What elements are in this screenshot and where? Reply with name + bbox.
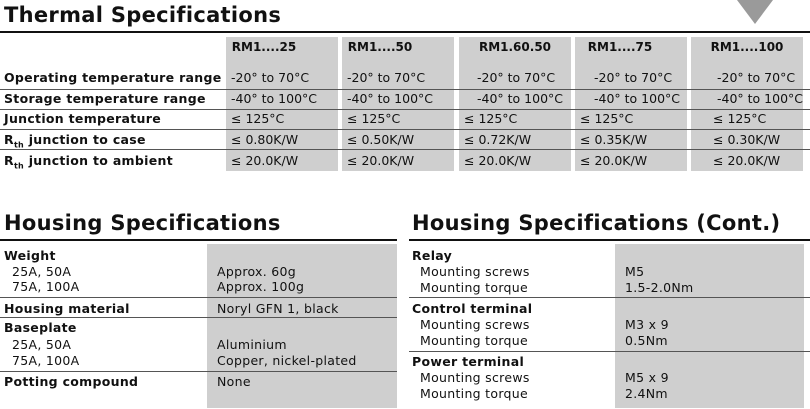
cell-value: ≤ 125°C	[580, 111, 634, 126]
triangle-marker-icon	[735, 0, 775, 26]
housing-title-rule	[0, 239, 397, 241]
weight-sub-1: 25A, 50A	[12, 264, 72, 279]
control-sub-1: Mounting screws	[420, 317, 530, 332]
weight-label: Weight	[4, 248, 56, 263]
cell-value: ≤ 20.0K/W	[713, 153, 781, 168]
thermal-title-rule	[0, 31, 810, 33]
relay-label: Relay	[412, 248, 453, 263]
col-header-3: RM1.60.50	[478, 40, 552, 54]
potting-label: Potting compound	[4, 374, 139, 389]
cell-value: -20° to 70°C	[231, 70, 310, 85]
cell-value: -20° to 70°C	[594, 70, 673, 85]
baseplate-val-1: Aluminium	[217, 337, 287, 352]
control-val-1: M3 x 9	[625, 317, 669, 332]
baseplate-sub-1: 25A, 50A	[12, 337, 72, 352]
cell-value: -40° to 100°C	[594, 91, 680, 106]
cell-value: ≤ 20.0K/W	[464, 153, 532, 168]
cell-value: ≤ 20.0K/W	[580, 153, 648, 168]
cell-value: ≤ 0.72K/W	[464, 132, 532, 147]
col-header-5: RM1....100	[710, 40, 784, 54]
power-sub-2: Mounting torque	[420, 386, 528, 401]
baseplate-sub-2: 75A, 100A	[12, 353, 80, 368]
cell-value: -40° to 100°C	[477, 91, 563, 106]
row-label-rth-ambient: $R_{th}$ junction to ambient	[4, 153, 173, 171]
potting-val: None	[217, 374, 251, 389]
cell-value: ≤ 125°C	[231, 111, 285, 126]
cell-value: -20° to 70°C	[477, 70, 556, 85]
cell-value: ≤ 20.0K/W	[231, 153, 299, 168]
col-header-4: RM1....75	[587, 40, 653, 54]
row-label-operating: Operating temperature range	[4, 70, 222, 85]
row-sep	[0, 297, 397, 298]
housing-cont-title-rule	[409, 239, 810, 241]
cell-value: ≤ 0.80K/W	[231, 132, 299, 147]
cell-value: -20° to 70°C	[347, 70, 426, 85]
baseplate-val-2: Copper, nickel-plated	[217, 353, 357, 368]
baseplate-label: Baseplate	[4, 320, 77, 335]
row-sep	[0, 371, 397, 372]
row-sep	[0, 317, 397, 318]
cell-value: ≤ 0.35K/W	[580, 132, 648, 147]
material-label: Housing material	[4, 301, 130, 316]
weight-val-2: Approx. 100g	[217, 279, 305, 294]
cell-value: ≤ 0.30K/W	[713, 132, 781, 147]
relay-sub-2: Mounting torque	[420, 280, 528, 295]
cell-value: ≤ 20.0K/W	[347, 153, 415, 168]
cell-value: ≤ 0.50K/W	[347, 132, 415, 147]
power-val-2: 2.4Nm	[625, 386, 668, 401]
relay-val-2: 1.5-2.0Nm	[625, 280, 694, 295]
cell-value: -20° to 70°C	[717, 70, 796, 85]
col-header-1: RM1....25	[231, 40, 297, 54]
cell-value: -40° to 100°C	[717, 91, 803, 106]
weight-sub-2: 75A, 100A	[12, 279, 80, 294]
housing-title: Housing Specifications	[4, 211, 281, 235]
power-sub-1: Mounting screws	[420, 370, 530, 385]
row-label-rth-case: $R_{th}$ junction to case	[4, 132, 146, 150]
row-sep	[409, 297, 810, 298]
cell-value: ≤ 125°C	[464, 111, 518, 126]
col-header-2: RM1....50	[347, 40, 413, 54]
row-label-storage: Storage temperature range	[4, 91, 206, 106]
cell-value: ≤ 125°C	[347, 111, 401, 126]
row-sep	[409, 351, 810, 352]
relay-sub-1: Mounting screws	[420, 264, 530, 279]
relay-val-1: M5	[625, 264, 645, 279]
control-sub-2: Mounting torque	[420, 333, 528, 348]
weight-val-1: Approx. 60g	[217, 264, 297, 279]
cell-value: -40° to 100°C	[231, 91, 317, 106]
cell-value: ≤ 125°C	[713, 111, 767, 126]
control-label: Control terminal	[412, 301, 533, 316]
housing-cont-title: Housing Specifications (Cont.)	[412, 211, 781, 235]
thermal-title: Thermal Specifications	[4, 3, 282, 27]
row-sep	[0, 129, 810, 130]
control-val-2: 0.5Nm	[625, 333, 668, 348]
material-val: Noryl GFN 1, black	[217, 301, 339, 316]
cell-value: -40° to 100°C	[347, 91, 433, 106]
power-label: Power terminal	[412, 354, 525, 369]
power-val-1: M5 x 9	[625, 370, 669, 385]
row-label-junction: Junction temperature	[4, 111, 161, 126]
